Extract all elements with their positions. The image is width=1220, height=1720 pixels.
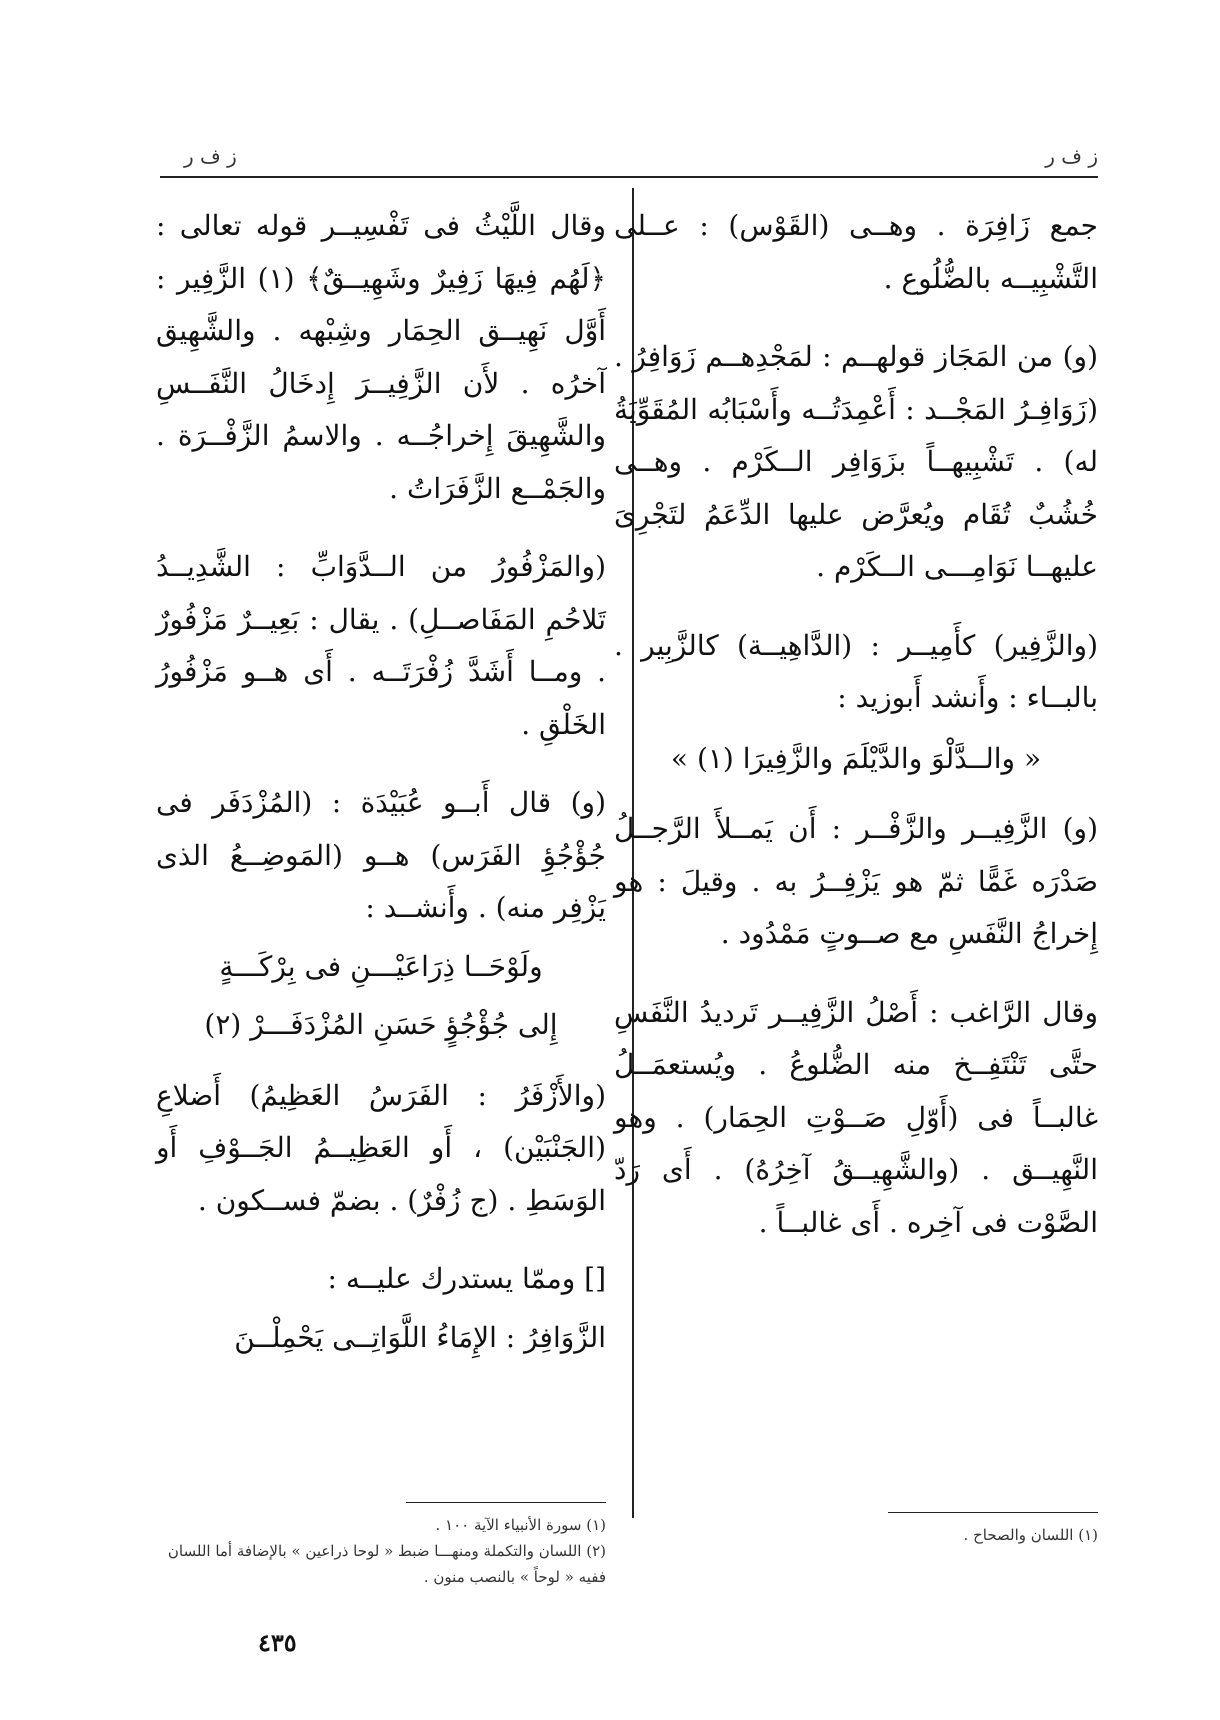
footnote-rule-right <box>888 1512 1098 1513</box>
entry-paragraph: (و) قال أَبــو عُبَيْدَة : (المُزْدَفَر فى جُؤْجُؤِ الفَرَس) هــو (المَوضِــعُ الذى يَزْفِر منه) . وأَنشــد : <box>156 786 606 924</box>
verse-line: إِلى جُؤْجُؤٍ حَسَنِ المُزْدَفَـــرْ (٢) <box>204 1008 558 1041</box>
page-number: ٤٣٥ <box>258 1628 297 1657</box>
supplement-heading: [] وممّا يستدرك عليــه : <box>327 1262 606 1295</box>
footnote: (٢) اللسان والتكملة ومنهـــا ضبط « لوحا ذراعين » بالإضافة أما اللسان ففيه « لوحاً » بالنصب منون . <box>167 1542 606 1586</box>
left-column <box>156 200 606 1390</box>
entry-paragraph: (والمَزْفُورُ من الــدَّوَابِّ : الشَّدِيــدُ تَلاحُمِ المَفَاصــلِ) . يقال : بَعِيــرٌ مَزْفُورٌ . ومــا أَشَدَّ زُفْرَتَــه . أَى هــو مَزْفُورُ الخَلْقِ . <box>156 550 606 741</box>
entry-paragraph: جمع زَافِرَة . وهــى (القَوْس) : عــلى التَّشْبِيــه بالضُّلُوع . <box>614 209 1098 295</box>
verse-line: ولَوْحَــا ذِرَاعَيْـــنِ فى بِرْكَـــةٍ <box>219 949 543 983</box>
entry-paragraph: (و) من المَجَاز قولهــم : لمَجْدِهــم زَوَافِرُ . (زَوَافِـرُ المَجْــد : أَعْمِدَتُــه وأَسْبَابُه المُقَوِّيَةُ له) . تَشْبِيهــاً بزَوَافِر الــكَرْم . وهــى خُشُبٌ تُقَام ويُعرَّض عليها الدِّعَمُ لتَجْرِىَ عليهــا نَوَامِـــى الــكَرْم . <box>614 340 1098 583</box>
right-column <box>614 200 1098 1275</box>
entry-paragraph: وقال الرَّاغب : أَصْلُ الزَّفِيــر تَرديدُ النَّفَسِ حتَّى تَنْتَفِــخ منه الضُّلوعُ . ويُستعمَــلُ غالبــاً فى (أَوّلِ صَــوْتِ الحِمَار) . وهو النَّهِيــق . (والشَّهِيــقُ آخِرُهُ) . أَى رَدّ الصَّوْت فى آخِره . أَى غالبــاً . <box>614 995 1098 1239</box>
footnotes-right <box>798 1522 1098 1548</box>
entry-paragraph: (و) الزَّفِيــر والزَّفْــر : أَن يَمــلأَ الرَّجــلُ صَدْرَه غَمًّا ثمّ هو يَزْفِــرُ به . وقيلَ : هو إِخراجُ النَّفَسِ مع صــوتٍ مَمْدُود . <box>614 812 1098 950</box>
verse-line: « والــدَّلْوَ والدَّيْلَمَ والزَّفِيرَا (١) » <box>670 741 1042 775</box>
entry-paragraph: وقال اللَّيْثُ فى تَفْسِيــر قوله تعالى : ﴿لَهُم فِيهَا زَفِيرٌ وشَهِيــقٌ﴾ (١) الزَّفِير : أَوَّل نَهِيــق الحِمَار وشِبْهه . والشَّهِيق آخرُه . لأَن الزَّفِيــرَ إِدخَالُ النَّفَــسِ والشَّهِيقَ إِخراجُــه . والاسمُ الزَّفْــرَة . والجَمْــع الزَّفَرَاتُ . <box>156 209 606 505</box>
footnotes-left <box>166 1512 606 1590</box>
header-rule <box>160 176 1098 178</box>
footnote: (١) اللسان والصحاح . <box>963 1526 1098 1544</box>
header-keyword-left: ز ف ر <box>184 144 237 168</box>
entry-paragraph: (والأَزْفَرُ : الفَرَسُ العَظِيمُ) أَضلاعِ (الجَنْبَيْن) ، أَو العَظِيــمُ الجَــوْفِ أَو الوَسَطِ . (ج زُفْرٌ) . بضمّ فســكون . <box>156 1078 606 1217</box>
header-keyword-right: ز ف ر <box>1045 144 1098 168</box>
entry-paragraph: الزَّوَافِرُ : الإِمَاءُ اللَّوَاتِــى يَحْمِلْــنَ <box>234 1320 606 1354</box>
footnote-rule-left <box>406 1502 606 1503</box>
entry-paragraph: (والزَّفِير) كأَمِيــر : (الدَّاهِيــة) كالزَّبِير . بالبــاء : وأَنشد أَبوزيد : <box>614 628 1098 714</box>
footnote: (١) سورة الأنبياء الآية ١٠٠ . <box>435 1516 606 1534</box>
